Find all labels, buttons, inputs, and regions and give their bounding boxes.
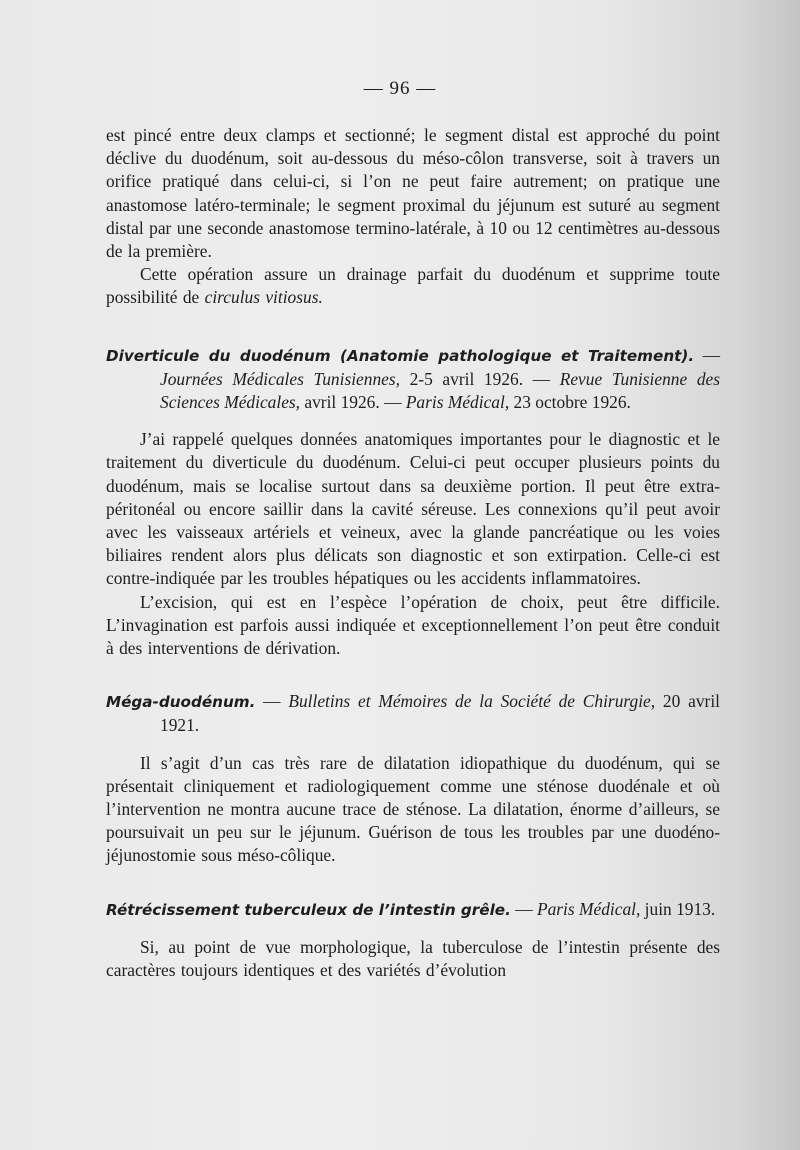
paragraph: J’ai rappelé quelques données anatomiques importantes pour le diagnostic et le traitement du diverticule du duodénum. Celui-ci peut occuper plusieurs points du duodénum, mais se localise surtout dans sa deuxième portion. Il peut être extra-péritonéal ou encore saillir dans la cavité séreuse. Les connexions qu’il peut avoir avec les vaisseaux artériels et veineux, avec la glande pancréatique ou les voies biliaires rendent alors plus délicats son diagnostic et son extirpation. Celle-ci est contre-indiquée par les troubles hépatiques ou les accidents inflammatoires.	[106, 429, 720, 589]
paragraph: L’excision, qui est en l’espèce l’opération de choix, peut être difficile. L’invagination est parfois aussi indiquée et exceptionnellement l’on peut être conduit à des interventions de dérivation.	[106, 591, 720, 659]
entry-source: Paris Médical,	[405, 392, 510, 413]
paragraph-text: Cette opération assure un drainage parfait du duodénum et supprime toute possibilité de	[106, 264, 720, 308]
paragraph	[106, 263, 720, 309]
entry-source: Journées Médicales Tunisiennes,	[160, 368, 400, 389]
paragraph: Il s’agit d’un cas très rare de dilatation idiopathique du duodénum, qui se présentait cliniquement et radiologiquement comme une sténose duodénale et où l’intervention ne montra aucune trace de sténose. La dilatation, énorme d’ailleurs, se poursuivait un peu sur le jéjunum. Guérison de tous les troubles par une duodéno-jéjunostomie sous méso-côlique.	[106, 752, 720, 866]
entry-dash: —	[510, 898, 537, 919]
entry-date: 20 avril 1921.	[160, 691, 720, 736]
entry-date: avril 1926. —	[300, 392, 406, 413]
bibliography-entry-diverticule	[106, 344, 720, 415]
entry-date: 2-5 avril 1926. —	[399, 368, 560, 389]
bibliography-entry-mega-duodenum	[106, 690, 720, 737]
paragraph-continued: est pincé entre deux clamps et sectionné; le segment distal est approché du point déclive du duodénum, soit au-dessous du méso-côlon transverse, soit à travers un orifice pratiqué dans celui-ci, si l’on ne peut faire autrement; on pratique une anastomose latéro-terminale; le segment proximal du jéjunum est suturé au segment distal par une seconde anastomose termino-latérale, à 10 ou 12 centimètres au-dessous de la première.	[106, 125, 720, 262]
entry-dash: —	[694, 344, 720, 365]
entry-dash: —	[255, 691, 289, 712]
entry-source: Paris Médical,	[536, 898, 641, 919]
entry-date: 23 octobre 1926.	[509, 392, 631, 413]
page-content	[106, 124, 720, 982]
entry-source: Bulletins et Mémoires de la Société de Chirurgie,	[288, 691, 656, 712]
paragraph: Si, au point de vue morphologique, la tuberculose de l’intestin présente des caractères toujours identiques et des variétés d’évolution	[106, 936, 720, 981]
entry-source: Revue Tunisienne des Sciences Médicales,	[160, 368, 720, 413]
entry-date: juin 1913.	[640, 898, 716, 919]
page-number: — 96 —	[363, 78, 437, 99]
entry-title: Rétrécissement tuberculeux de l’intestin grêle.	[106, 900, 511, 919]
entry-title: Diverticule du duodénum (Anatomie pathologique et Traitement).	[106, 346, 695, 365]
latin-term: circulus vitiosus.	[204, 287, 323, 308]
entry-title: Méga-duodénum.	[106, 693, 256, 712]
bibliography-entry-retrecissement	[106, 898, 720, 922]
